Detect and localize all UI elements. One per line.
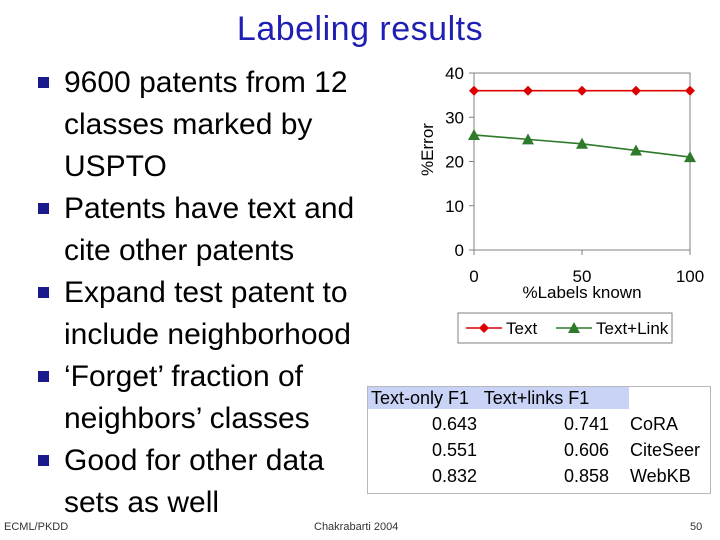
- table-row: [368, 463, 710, 489]
- y-tick-label: 10: [445, 196, 464, 216]
- x-tick-label: 50: [572, 267, 592, 286]
- y-tick-label: 20: [445, 152, 464, 172]
- text-links-cell: 0.606: [564, 440, 610, 460]
- bullet-item: [34, 62, 384, 188]
- data-point-triangle: [468, 129, 480, 140]
- text-only-cell: 0.832: [432, 466, 478, 486]
- error-chart: [400, 55, 710, 355]
- data-point-diamond: [685, 86, 695, 96]
- dataset-cell: WebKB: [630, 466, 691, 486]
- footer-left: ECML/PKDD: [4, 521, 69, 533]
- square-bullet-icon: [38, 287, 49, 298]
- x-tick-label: 100: [675, 267, 705, 286]
- bullet-item: [34, 440, 384, 524]
- bullet-item: [34, 356, 384, 440]
- chart-svg: [400, 55, 710, 350]
- text-links-cell: 0.858: [564, 466, 610, 486]
- plot-area: [474, 73, 690, 250]
- y-tick-label: 40: [445, 64, 464, 83]
- table-row: [368, 437, 710, 463]
- dataset-cell: CiteSeer: [630, 440, 701, 460]
- bullet-list: [34, 62, 384, 524]
- x-tick-label: 0: [469, 267, 479, 286]
- y-tick-label: 0: [454, 241, 464, 260]
- data-point-diamond: [631, 86, 641, 96]
- square-bullet-icon: [38, 203, 49, 214]
- page-number: 50: [690, 521, 703, 533]
- legend-label: Text: [506, 319, 538, 338]
- bullet-text: Patents have text and cite other patents: [64, 192, 355, 267]
- bullet-item: [34, 272, 384, 356]
- bullet-text: Good for other data sets as well: [64, 444, 325, 519]
- text-only-cell: 0.643: [432, 414, 478, 434]
- data-point-diamond: [523, 86, 533, 96]
- text-only-cell: 0.551: [432, 440, 478, 460]
- x-axis-label: %Labels known: [522, 283, 642, 302]
- slide-title: Labeling results: [236, 10, 484, 48]
- footer-center: Chakrabarti 2004: [314, 521, 399, 533]
- bullet-text: Expand test patent to include neighborhood: [64, 276, 351, 351]
- square-bullet-icon: [38, 371, 49, 382]
- bullet-item: [34, 188, 384, 272]
- text-links-cell: 0.741: [564, 414, 610, 434]
- y-axis-label: %Error: [418, 123, 437, 176]
- bullet-text: ‘Forget’ fraction of neighbors’ classes: [64, 360, 310, 435]
- square-bullet-icon: [38, 455, 49, 466]
- square-bullet-icon: [38, 77, 49, 88]
- data-point-diamond: [469, 86, 479, 96]
- table-header: Text-only F1 Text+links F1: [368, 387, 629, 409]
- bullet-text: 9600 patents from 12 classes marked by USPTO: [64, 66, 348, 183]
- dataset-cell: CoRA: [630, 414, 679, 434]
- legend-label: Text+Link: [596, 319, 669, 338]
- table-row: [368, 411, 710, 437]
- f1-table: [367, 386, 711, 494]
- y-tick-label: 30: [445, 108, 464, 128]
- data-point-diamond: [577, 86, 587, 96]
